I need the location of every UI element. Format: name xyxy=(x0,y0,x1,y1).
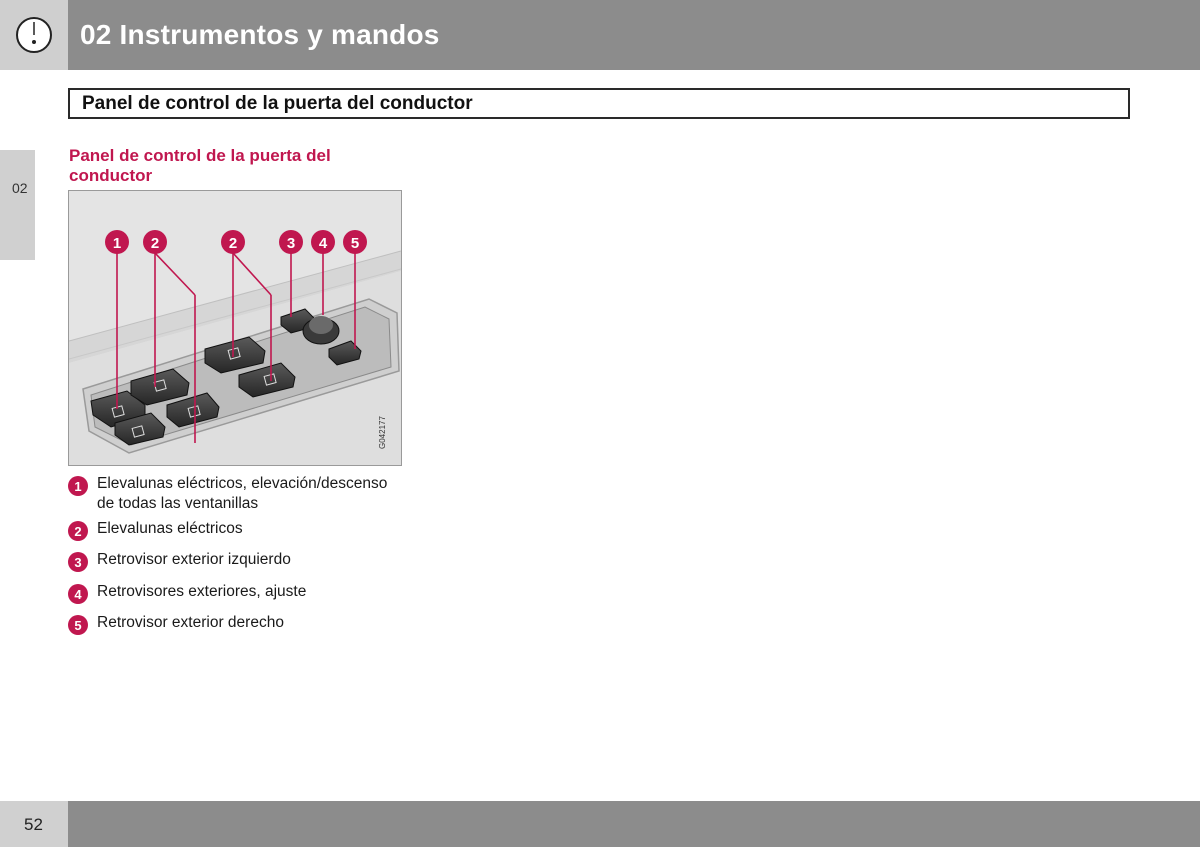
legend-text: Retrovisor exterior izquierdo xyxy=(97,551,291,568)
legend-badge: 1 xyxy=(68,476,88,496)
legend-text: Elevalunas eléctricos, elevación/descenso de todas las ventanillas xyxy=(97,475,388,512)
figure-code: G042177 xyxy=(378,416,387,449)
callout-badge-1 xyxy=(105,230,129,254)
svg-text:5: 5 xyxy=(350,235,360,252)
callout-badge-2b xyxy=(221,230,245,254)
section-title-box xyxy=(68,88,1130,119)
legend-badge: 4 xyxy=(68,584,88,604)
door-control-panel-figure xyxy=(68,190,402,466)
legend-badge: 5 xyxy=(68,615,88,635)
chapter-icon-box xyxy=(0,0,68,70)
svg-text:3: 3 xyxy=(286,235,296,252)
callout-badge-2a xyxy=(143,230,167,254)
chapter-side-tab-label: 02 xyxy=(12,180,28,196)
legend-text: Retrovisores exteriores, ajuste xyxy=(97,583,307,600)
legend-badge: 3 xyxy=(68,552,88,572)
legend-text: Elevalunas eléctricos xyxy=(97,520,243,537)
svg-text:4: 4 xyxy=(318,235,328,252)
gauge-icon xyxy=(15,16,53,54)
legend-text: Retrovisor exterior derecho xyxy=(97,614,284,631)
callout-badge-4 xyxy=(311,230,335,254)
footer-bar xyxy=(68,801,1200,847)
callout-badge-5 xyxy=(343,230,367,254)
chapter-title: 02 Instrumentos y mandos xyxy=(80,19,440,50)
sub-heading: Panel de control de la puerta del conductor xyxy=(69,146,331,185)
svg-text:2: 2 xyxy=(150,235,160,252)
door-panel-illustration xyxy=(69,191,401,465)
svg-text:1: 1 xyxy=(112,235,122,252)
callout-badge-3 xyxy=(279,230,303,254)
legend-badge: 2 xyxy=(68,521,88,541)
svg-text:2: 2 xyxy=(228,235,238,252)
section-title: Panel de control de la puerta del conductor xyxy=(82,93,473,114)
page-number: 52 xyxy=(24,815,43,834)
chapter-side-tab xyxy=(0,150,35,260)
